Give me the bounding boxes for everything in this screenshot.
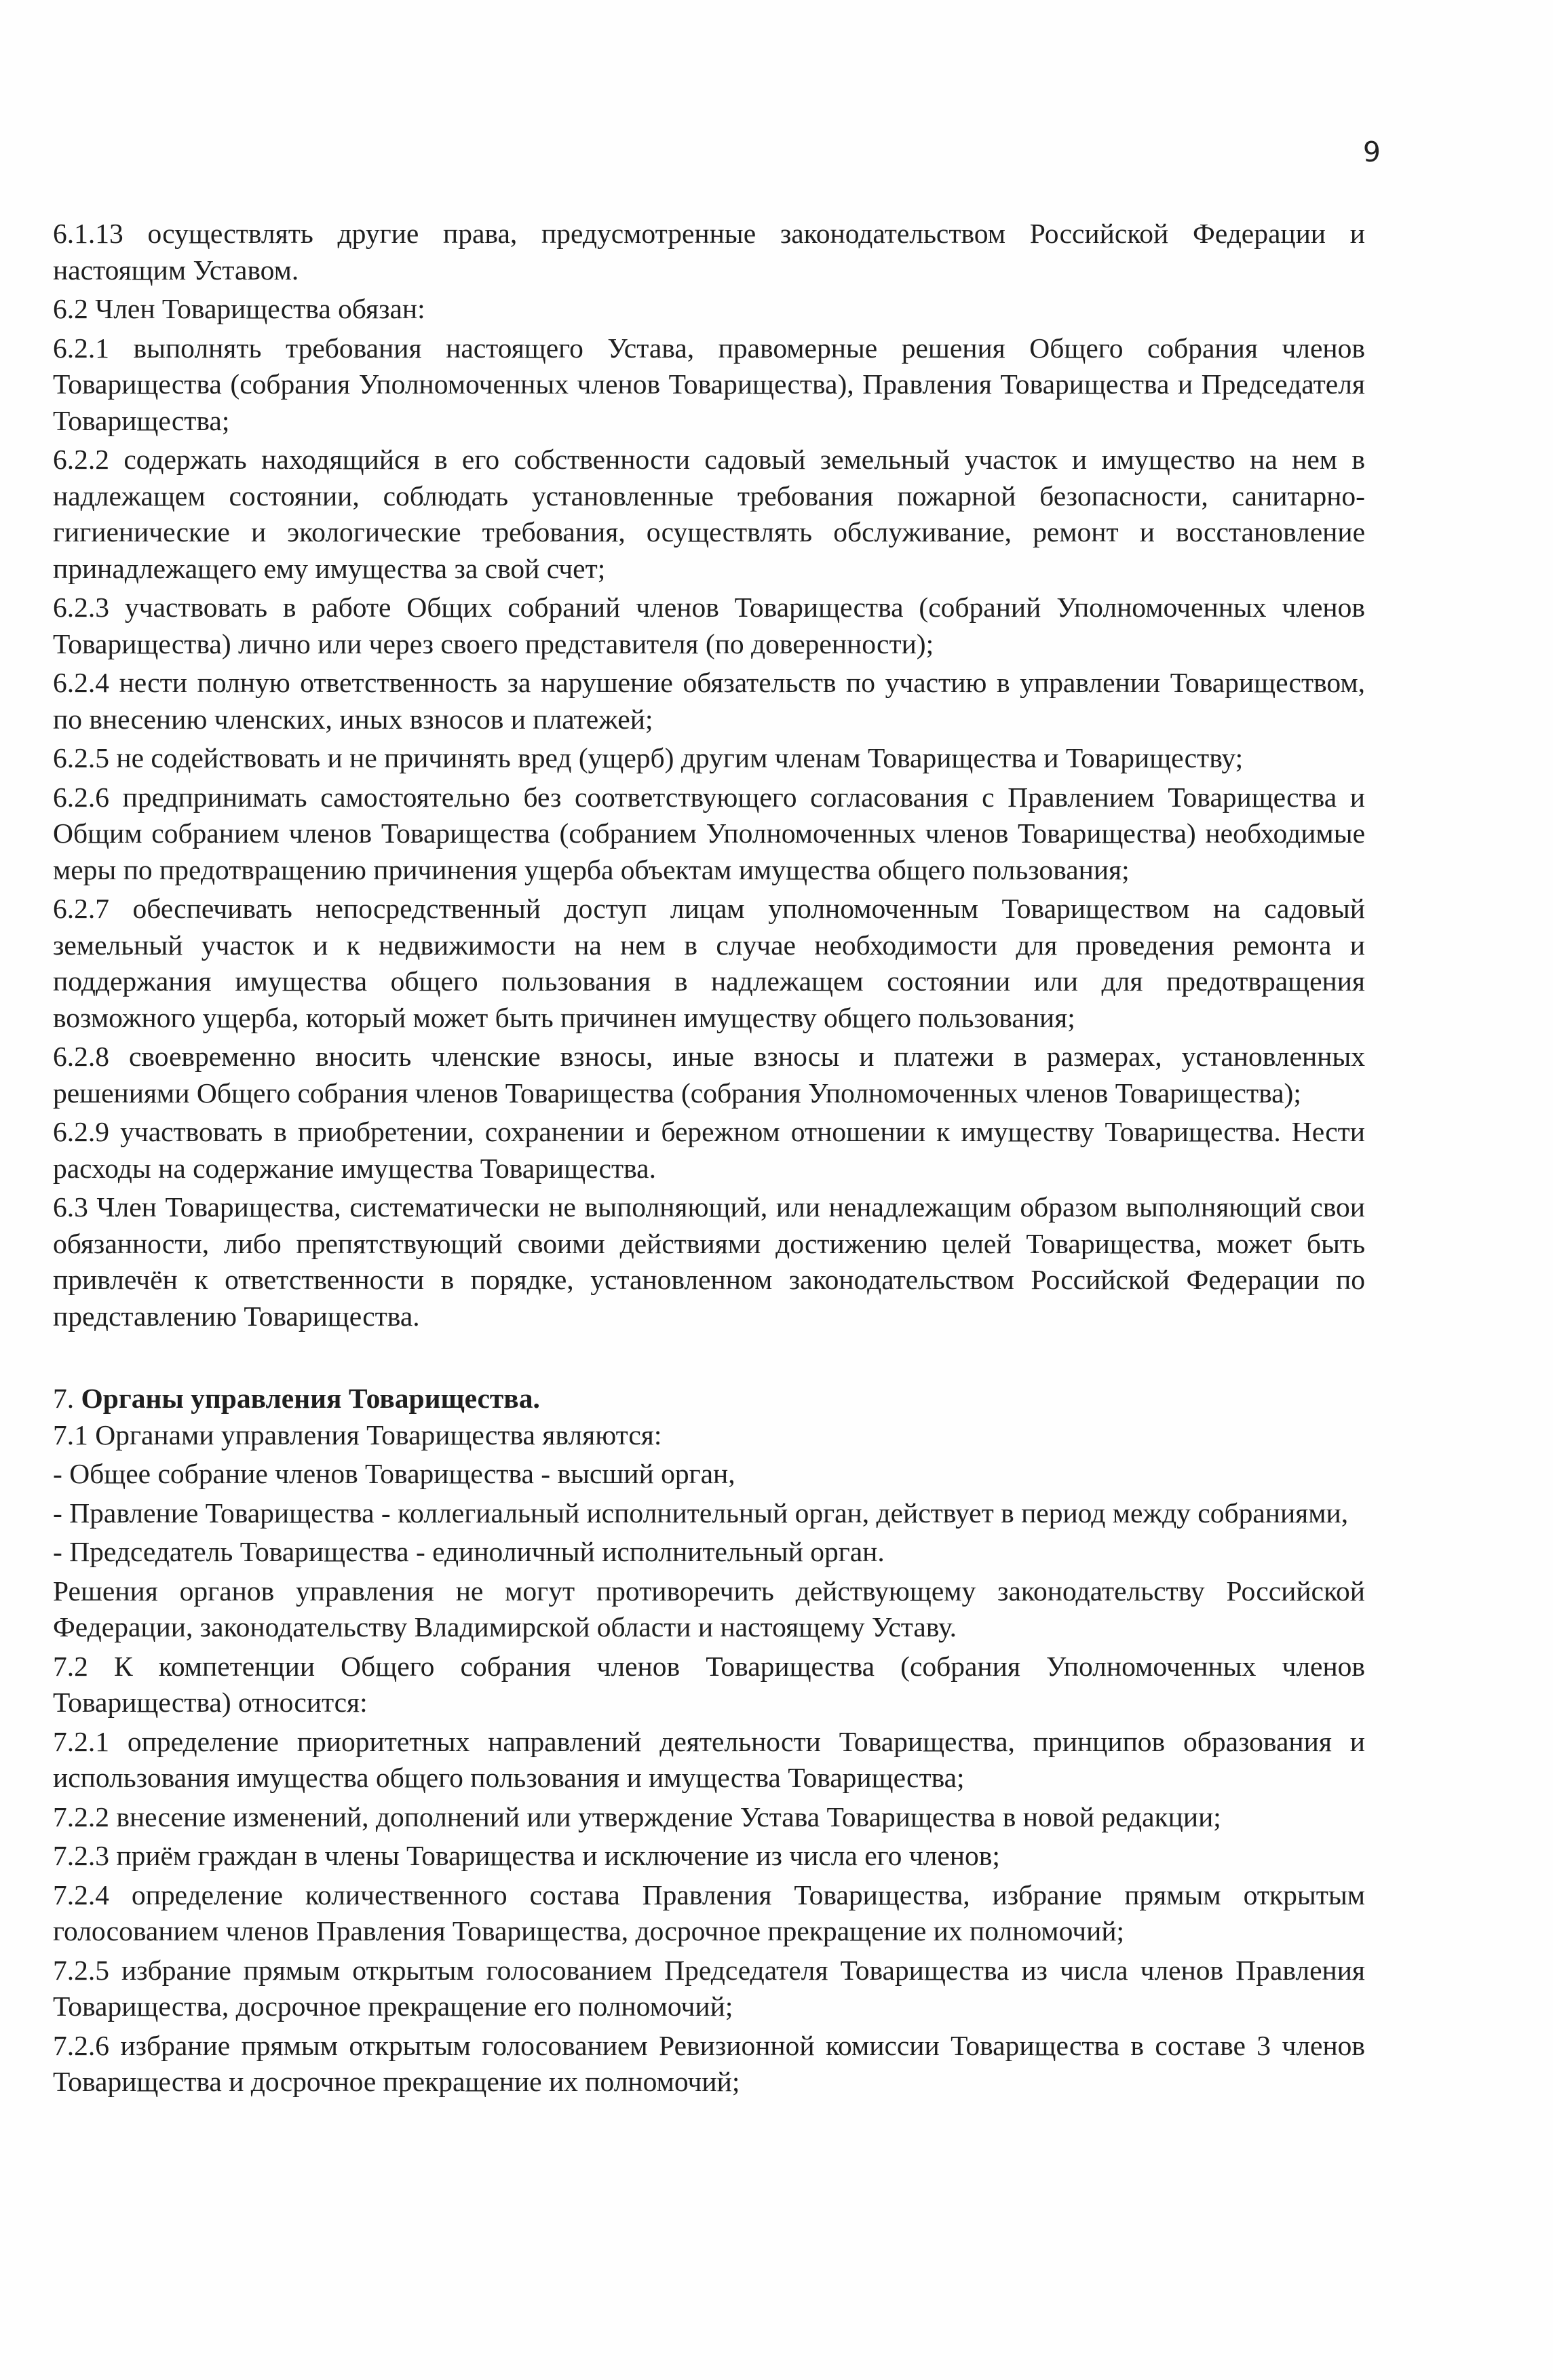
page-number: 9 [1362,136,1381,168]
list-item-chairman: - Председатель Товарищества - единоличный исполнительный орган. [53,1536,885,1567]
paragraph-7-2: 7.2 К компетенции Общего собрания членов Товарищества (собрания Уполномоченных членов Товарищества) относится: [53,1650,1365,1718]
section-7-title: Органы управления Товарищества. [81,1383,540,1414]
document-body [53,216,1365,2103]
paragraph-6-2-6: 6.2.6 предпринимать самостоятельно без соответствующего согласования с Правлением Товарищества и Общим собранием членов Товарищества (собранием Уполномоченных членов Товарищества) необходимые меры по предотвращению причинения ущерба объектам имущества общего пользования; [53,781,1365,885]
paragraph-6-2-9: 6.2.9 участвовать в приобретении, сохранении и бережном отношении к имуществу Товарищества. Нести расходы на содержание имущества Товарищества. [53,1116,1365,1184]
section-7-number: 7. [53,1383,75,1414]
paragraph-6-2-1: 6.2.1 выполнять требования настоящего Устава, правомерные решения Общего собрания членов Товарищества (собрания Уполномоченных членов Товарищества), Правления Товарищества и Председателя Товарищества; [53,332,1365,436]
paragraph-7-2-1: 7.2.1 определение приоритетных направлений деятельности Товарищества, принципов образования и использования имущества общего пользования и имущества Товарищества; [53,1725,1365,1793]
paragraph-6-3: 6.3 Член Товарищества, систематически не выполняющий, или ненадлежащим образом выполняющий свои обязанности, либо препятствующий своими действиями достижению целей Товарищества, может быть привлечён к ответственности в порядке, установленном законодательством Российской Федерации по представлению Товарищества. [53,1191,1365,1332]
section-7-heading [53,1381,1365,1417]
paragraph-6-2-2: 6.2.2 содержать находящийся в его собственности садовый земельный участок и имущество на нем в надлежащем состоянии, соблюдать установленные требования пожарной безопасности, санитарно-гигиенические и экологические требования, осуществлять обслуживание, ремонт и восстановление принадлежащего ему имущества за свой счет; [53,444,1365,584]
paragraph-6-1-13: 6.1.13 осуществлять другие права, предусмотренные законодательством Российской Федерации и настоящим Уставом. [53,218,1365,286]
paragraph-7-2-4: 7.2.4 определение количественного состава Правления Товарищества, избрание прямым открытым голосованием членов Правления Товарищества, досрочное прекращение их полномочий; [53,1879,1365,1946]
list-item-board: - Правление Товарищества - коллегиальный исполнительный орган, действует в период между собраниями, [53,1497,1349,1529]
paragraph-7-1: 7.1 Органами управления Товарищества являются: [53,1419,662,1451]
paragraph-6-2-3: 6.2.3 участвовать в работе Общих собраний членов Товарищества (собраний Уполномоченных членов Товарищества) лично или через своего представителя (по доверенности); [53,592,1365,659]
paragraph-7-2-5: 7.2.5 избрание прямым открытым голосованием Председателя Товарищества из числа членов Правления Товарищества, досрочное прекращение его полномочий; [53,1954,1365,2022]
list-item-general-meeting: - Общее собрание членов Товарищества - высший орган, [53,1458,735,1489]
paragraph-7-2-3: 7.2.3 приём граждан в члены Товарищества и исключение из числа его членов; [53,1840,1000,1871]
paragraph-6-2-5: 6.2.5 не содействовать и не причинять вред (ущерб) другим членам Товарищества и Товариществу; [53,742,1244,773]
paragraph-6-2: 6.2 Член Товарищества обязан: [53,293,425,324]
paragraph-6-2-4: 6.2.4 нести полную ответственность за нарушение обязательств по участию в управлении Товариществом, по внесению членских, иных взносов и платежей; [53,667,1365,735]
paragraph-6-2-8: 6.2.8 своевременно вносить членские взносы, иные взносы и платежи в размерах, установленных решениями Общего собрания членов Товарищества (собрания Уполномоченных членов Товарищества); [53,1041,1365,1109]
paragraph-7-2-2: 7.2.2 внесение изменений, дополнений или утверждение Устава Товарищества в новой редакции; [53,1801,1221,1832]
paragraph-6-2-7: 6.2.7 обеспечивать непосредственный доступ лицам уполномоченным Товариществом на садовый земельный участок и к недвижимости на нем в случае необходимости для проведения ремонта и поддержания имущества общего пользования в надлежащем состоянии или для предотвращения возможного ущерба, который может быть причинен имуществу общего пользования; [53,893,1365,1033]
paragraph-decisions: Решения органов управления не могут противоречить действующему законодательству Российской Федерации, законодательству Владимирской области и настоящему Уставу. [53,1575,1365,1643]
paragraph-7-2-6: 7.2.6 избрание прямым открытым голосованием Ревизионной комиссии Товарищества в составе 3 членов Товарищества и досрочное прекращение их полномочий; [53,2029,1365,2097]
